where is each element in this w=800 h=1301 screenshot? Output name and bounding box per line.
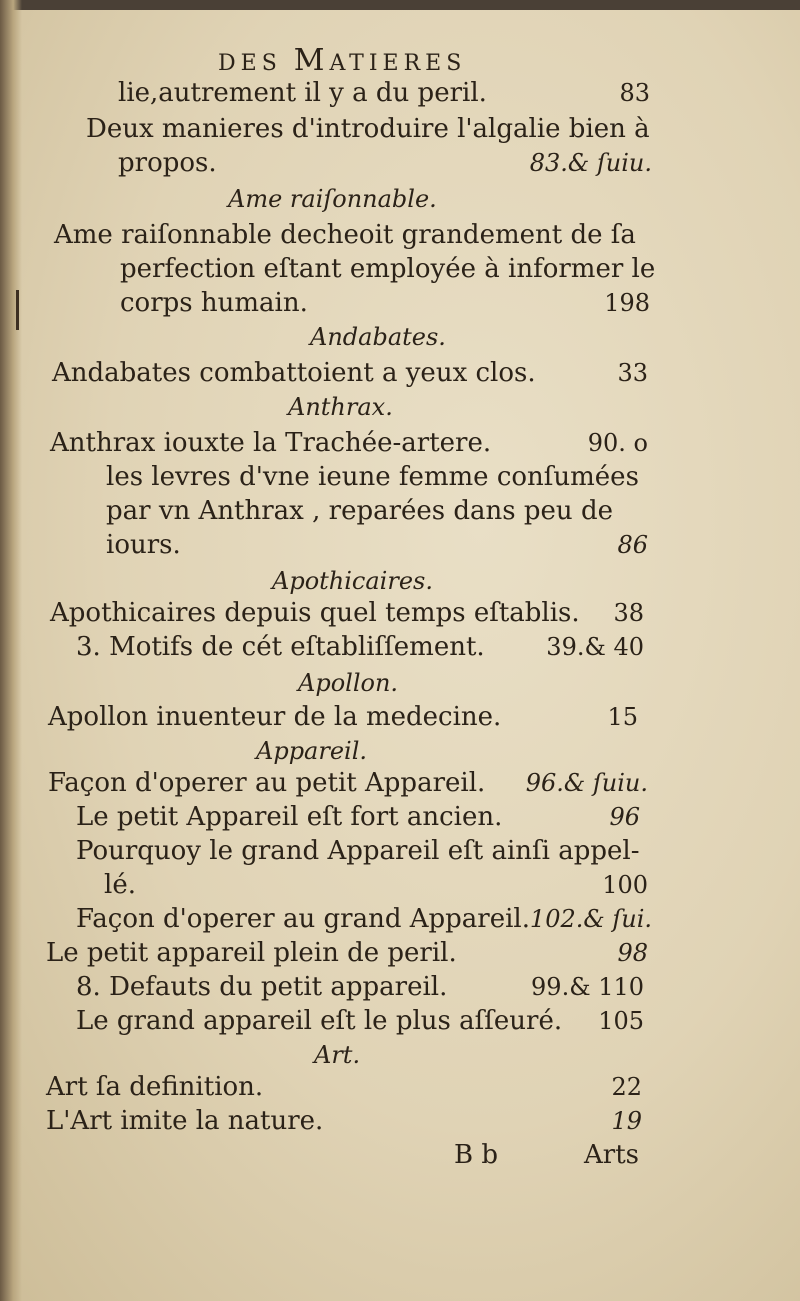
- section-heading: Andabates.: [310, 323, 446, 351]
- index-entry: les levres d'vne ieune femme conſumées: [106, 462, 639, 492]
- index-entry: Apollon inuenteur de la medecine.: [48, 702, 502, 732]
- page-ref: 83.& ſuiu.: [529, 149, 652, 177]
- index-entry: 8. Defauts du petit appareil.: [76, 972, 448, 1002]
- index-entry: Art ſa definition.: [46, 1072, 264, 1102]
- page-ref: 98: [617, 939, 648, 967]
- page-ref: 38: [613, 599, 644, 627]
- page-ref: 39.& 40: [546, 633, 644, 661]
- index-entry: lie,autrement il y a du peril.: [118, 78, 487, 108]
- page-ref: 99.& 110: [531, 973, 644, 1001]
- section-heading: Apollon.: [298, 669, 399, 697]
- page-ref: 90. o: [587, 429, 648, 457]
- index-entry: Ame raiſonnable decheoit grandement de ſa: [54, 220, 636, 250]
- section-heading: Art.: [314, 1041, 361, 1069]
- page-ref: 96: [609, 803, 640, 831]
- index-entry: Andabates combattoient a yeux clos.: [52, 358, 536, 388]
- page-ref: 83: [619, 79, 650, 107]
- page-ref: 105: [598, 1007, 644, 1035]
- page-ref: 33: [617, 359, 648, 387]
- index-entry: propos.: [118, 148, 217, 178]
- running-header: DES MATIERES: [218, 43, 467, 78]
- section-heading: Appareil.: [256, 737, 368, 765]
- index-entry: iours.: [106, 530, 181, 560]
- page-ref: 86: [617, 531, 648, 559]
- index-entry: Anthrax iouxte la Trachée-artere.: [50, 428, 492, 458]
- index-entry: Apothicaires depuis quel temps eſtablis.: [50, 598, 580, 628]
- index-entry: par vn Anthrax , reparées dans peu de: [106, 496, 613, 526]
- page-ref: 100: [602, 871, 648, 899]
- section-heading: Ame raiſonnable.: [228, 185, 437, 213]
- catchword: Arts: [584, 1140, 639, 1170]
- page-ref: 198: [604, 289, 650, 317]
- index-entry: corps humain.: [120, 288, 308, 318]
- index-entry: Pourquoy le grand Appareil eſt ainſi appel-: [76, 836, 640, 866]
- index-entry: Le grand appareil eſt le plus aſſeuré.: [76, 1006, 563, 1036]
- page-ref: 19: [611, 1107, 642, 1135]
- index-entry: perfection eſtant employée à informer le: [120, 254, 656, 284]
- page-ref: 22: [611, 1073, 642, 1101]
- index-entry: L'Art imite la nature.: [46, 1106, 324, 1136]
- page-ref: 15: [607, 703, 638, 731]
- page-ref: 102.& ſui.: [529, 905, 652, 933]
- page-binding-edge: [0, 0, 22, 1301]
- index-entry: Façon d'operer au petit Appareil.: [48, 768, 486, 798]
- index-entry: 3. Motifs de cét eſtabliſſement.: [76, 632, 485, 662]
- page-top-edge: [0, 0, 800, 10]
- binding-mark: [16, 290, 19, 330]
- index-entry: Deux manieres d'introduire l'algalie bien à: [86, 114, 650, 144]
- index-entry: Façon d'operer au grand Appareil.: [76, 904, 530, 934]
- section-heading: Apothicaires.: [272, 567, 433, 595]
- index-entry: lé.: [104, 870, 136, 900]
- section-heading: Anthrax.: [288, 393, 393, 421]
- signature-mark: B b: [454, 1140, 499, 1170]
- page-ref: 96.& ſuiu.: [525, 769, 648, 797]
- index-entry: Le petit Appareil eſt fort ancien.: [76, 802, 503, 832]
- index-entry: Le petit appareil plein de peril.: [46, 938, 457, 968]
